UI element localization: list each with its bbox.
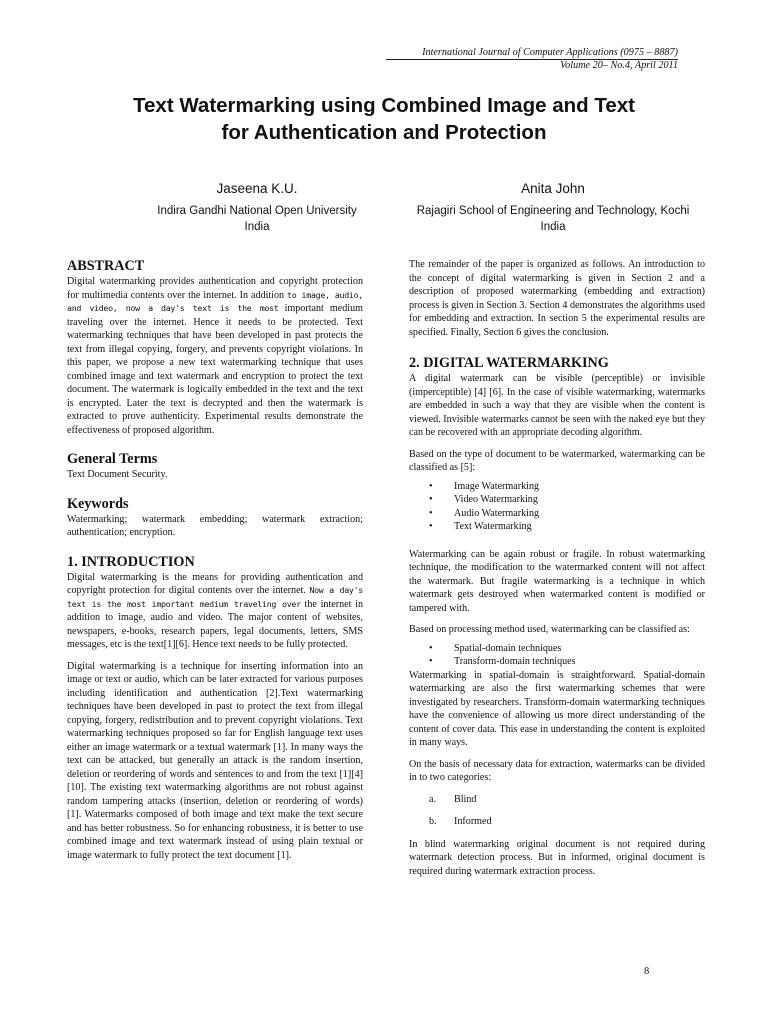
list-item: • Image Watermarking xyxy=(429,480,705,494)
author-country: India xyxy=(540,221,566,233)
abstract-heading: ABSTRACT xyxy=(67,258,145,274)
author-affiliation: Rajagiri School of Engineering and Technology, Kochi xyxy=(416,205,690,217)
digital-watermarking-heading: 2. DIGITAL WATERMARKING xyxy=(409,355,609,371)
list-item: • Audio Watermarking xyxy=(429,507,705,521)
list-marker: a. xyxy=(429,793,437,805)
document-type-list xyxy=(409,480,705,534)
author-block-1 xyxy=(67,180,447,235)
abstract-text xyxy=(67,275,363,437)
author-country: India xyxy=(244,221,270,233)
list-item: • Video Watermarking xyxy=(429,493,705,507)
section2-paragraph-3: Watermarking can be again robust or fragile. In robust watermarking technique, the modification to the watermarked content will not affect the watermark. But fragile watermarking is a technique in which watermark gets destroyed when watermarked content is modified or tampered with. xyxy=(409,548,705,614)
category-list xyxy=(409,793,705,829)
general-terms-heading: General Terms xyxy=(67,451,158,467)
abstract-text-handwritten: to image, audio, and video, now a day's text is the most xyxy=(67,289,364,313)
running-header xyxy=(422,46,678,72)
intro-p1-a: Digital watermarking is the means for providing authentication and copyright protection for digital contents over the internet. xyxy=(67,571,363,596)
right-column xyxy=(409,258,705,878)
author-name: Jaseena K.U. xyxy=(216,181,298,196)
paper-title xyxy=(0,92,768,146)
section2-paragraph-2: Based on the type of document to be watermarked, watermarking can be classified as [5]: xyxy=(409,448,705,473)
list-label: Blind xyxy=(454,793,477,805)
section2-paragraph-1: A digital watermark can be visible (perceptible) or invisible (imperceptible) [4] [6]. In the case of visible watermarking, watermarks are embedded in such a way that they are visible when the content is viewed. Invisible watermarks cannot be seen with the naked eye but they can be recovered with an appropriate decoding algorithm. xyxy=(409,373,705,438)
section2-paragraph-6: On the basis of necessary data for extraction, watermarks can be divided in to two categories: xyxy=(409,758,705,783)
intro-p1-handwritten: Now a day's text is the most important medium traveling over xyxy=(67,585,363,609)
introduction-paragraph-1 xyxy=(67,571,363,652)
introduction-heading: 1. INTRODUCTION xyxy=(67,553,195,570)
journal-volume: Volume 20– No.4, April 2011 xyxy=(560,60,678,71)
general-terms-text: Text Document Security. xyxy=(67,469,168,480)
author-name: Anita John xyxy=(521,181,585,196)
abstract-text-b: important medium traveling over the internet. Hence it needs to be protected. Text watermarking techniques that have been developed in past protects the text from illegal copying, forgery, and prevents copyright violations. In this paper, we propose a new text watermarking technique that uses combined image and text watermark and encryption to protect the text document. The watermark is logically embedded in the text and the text is encrypted. Later the text is decrypted and then the watermark is extracted to prove authenticity. Experimental results demonstrate the effectiveness of proposed algorithm. xyxy=(67,303,363,436)
list-label: Informed xyxy=(454,816,492,827)
paper-organization-paragraph: The remainder of the paper is organized as follows. An introduction to the concept of digital watermarking is given in Section 2 and a description of proposed watermarking (embedding and extraction) process is given in Section 3. Section 4 demonstrates the algorithms used for embedding and extraction. In section 5 the experimental results are specified. Finally, Section 6 gives the conclusion. xyxy=(409,259,705,338)
left-column xyxy=(67,258,363,862)
section2-paragraph-7: In blind watermarking original document is not required during watermark detection process. But in informed, original document is required during watermark extraction process. xyxy=(409,838,705,877)
author-block-2 xyxy=(400,180,706,235)
abstract-text-a: Digital watermarking provides authentication and copyright protection for multimedia contents over the internet. In addition xyxy=(67,276,363,301)
page-number: 8 xyxy=(644,966,650,977)
processing-method-list xyxy=(409,642,705,669)
keywords-heading: Keywords xyxy=(67,495,129,512)
section2-paragraph-4: Based on processing method used, watermarking can be classified as: xyxy=(409,624,690,635)
header-rule xyxy=(386,59,678,60)
introduction-paragraph-2: Digital watermarking is a technique for inserting information into an image or text or audio, which can be later extracted for various purposes including identification and authentication [2].Text watermarking techniques have been developed in past to protect the text from illegal copying, forgery, redistribution and to prevent copyright violations. Text watermarking techniques proposed so far for English language text uses either an image watermark or a textual watermark [1]. In many ways the text can be attacked, but generally an attack is the random insertion, deletion or reordering of words and sentences to and from the text [1][4][10]. The existing text watermarking algorithms are not robust against random tampering attacks (insertion, deletion or reordering of words) [1]. Watermarks composed of both image and text make the text secure and has better robustness. So for enhancing robustness, it is better to use combined image and text watermark instead of using plain textual or image watermark to fully protect the text document [1]. xyxy=(67,660,363,861)
list-item: • Spatial-domain techniques xyxy=(429,642,705,656)
list-item xyxy=(429,793,705,807)
list-marker: b. xyxy=(429,816,437,827)
list-item xyxy=(429,815,705,829)
list-item: • Transform-domain techniques xyxy=(429,655,705,669)
title-line-2: for Authentication and Protection xyxy=(221,121,547,144)
title-line-1: Text Watermarking using Combined Image and Text xyxy=(133,94,635,117)
journal-name: International Journal of Computer Applications (0975 – 8887) xyxy=(422,47,678,58)
section2-paragraph-5: Watermarking in spatial-domain is straightforward. Spatial-domain watermarking are also the first watermarking schemes that were investigated by researchers. Transform-domain watermarking techniques have the convenience of allowing us more direct understanding of the content of cover data. This ease in understanding the content is exploited in many ways. xyxy=(409,669,705,748)
keywords-text: Watermarking; watermark embedding; watermark extraction; authentication; encryption. xyxy=(67,513,363,538)
intro-p1-b: the internet in addition to image, audio and video. The major content of websites, newspapers, e-books, research papers, legal documents, letters, SMS messages, etc is the text[1][6]. Hence text needs to be fully protected. xyxy=(67,598,363,650)
list-item: • Text Watermarking xyxy=(429,520,705,534)
author-affiliation: Indira Gandhi National Open University xyxy=(157,205,357,217)
